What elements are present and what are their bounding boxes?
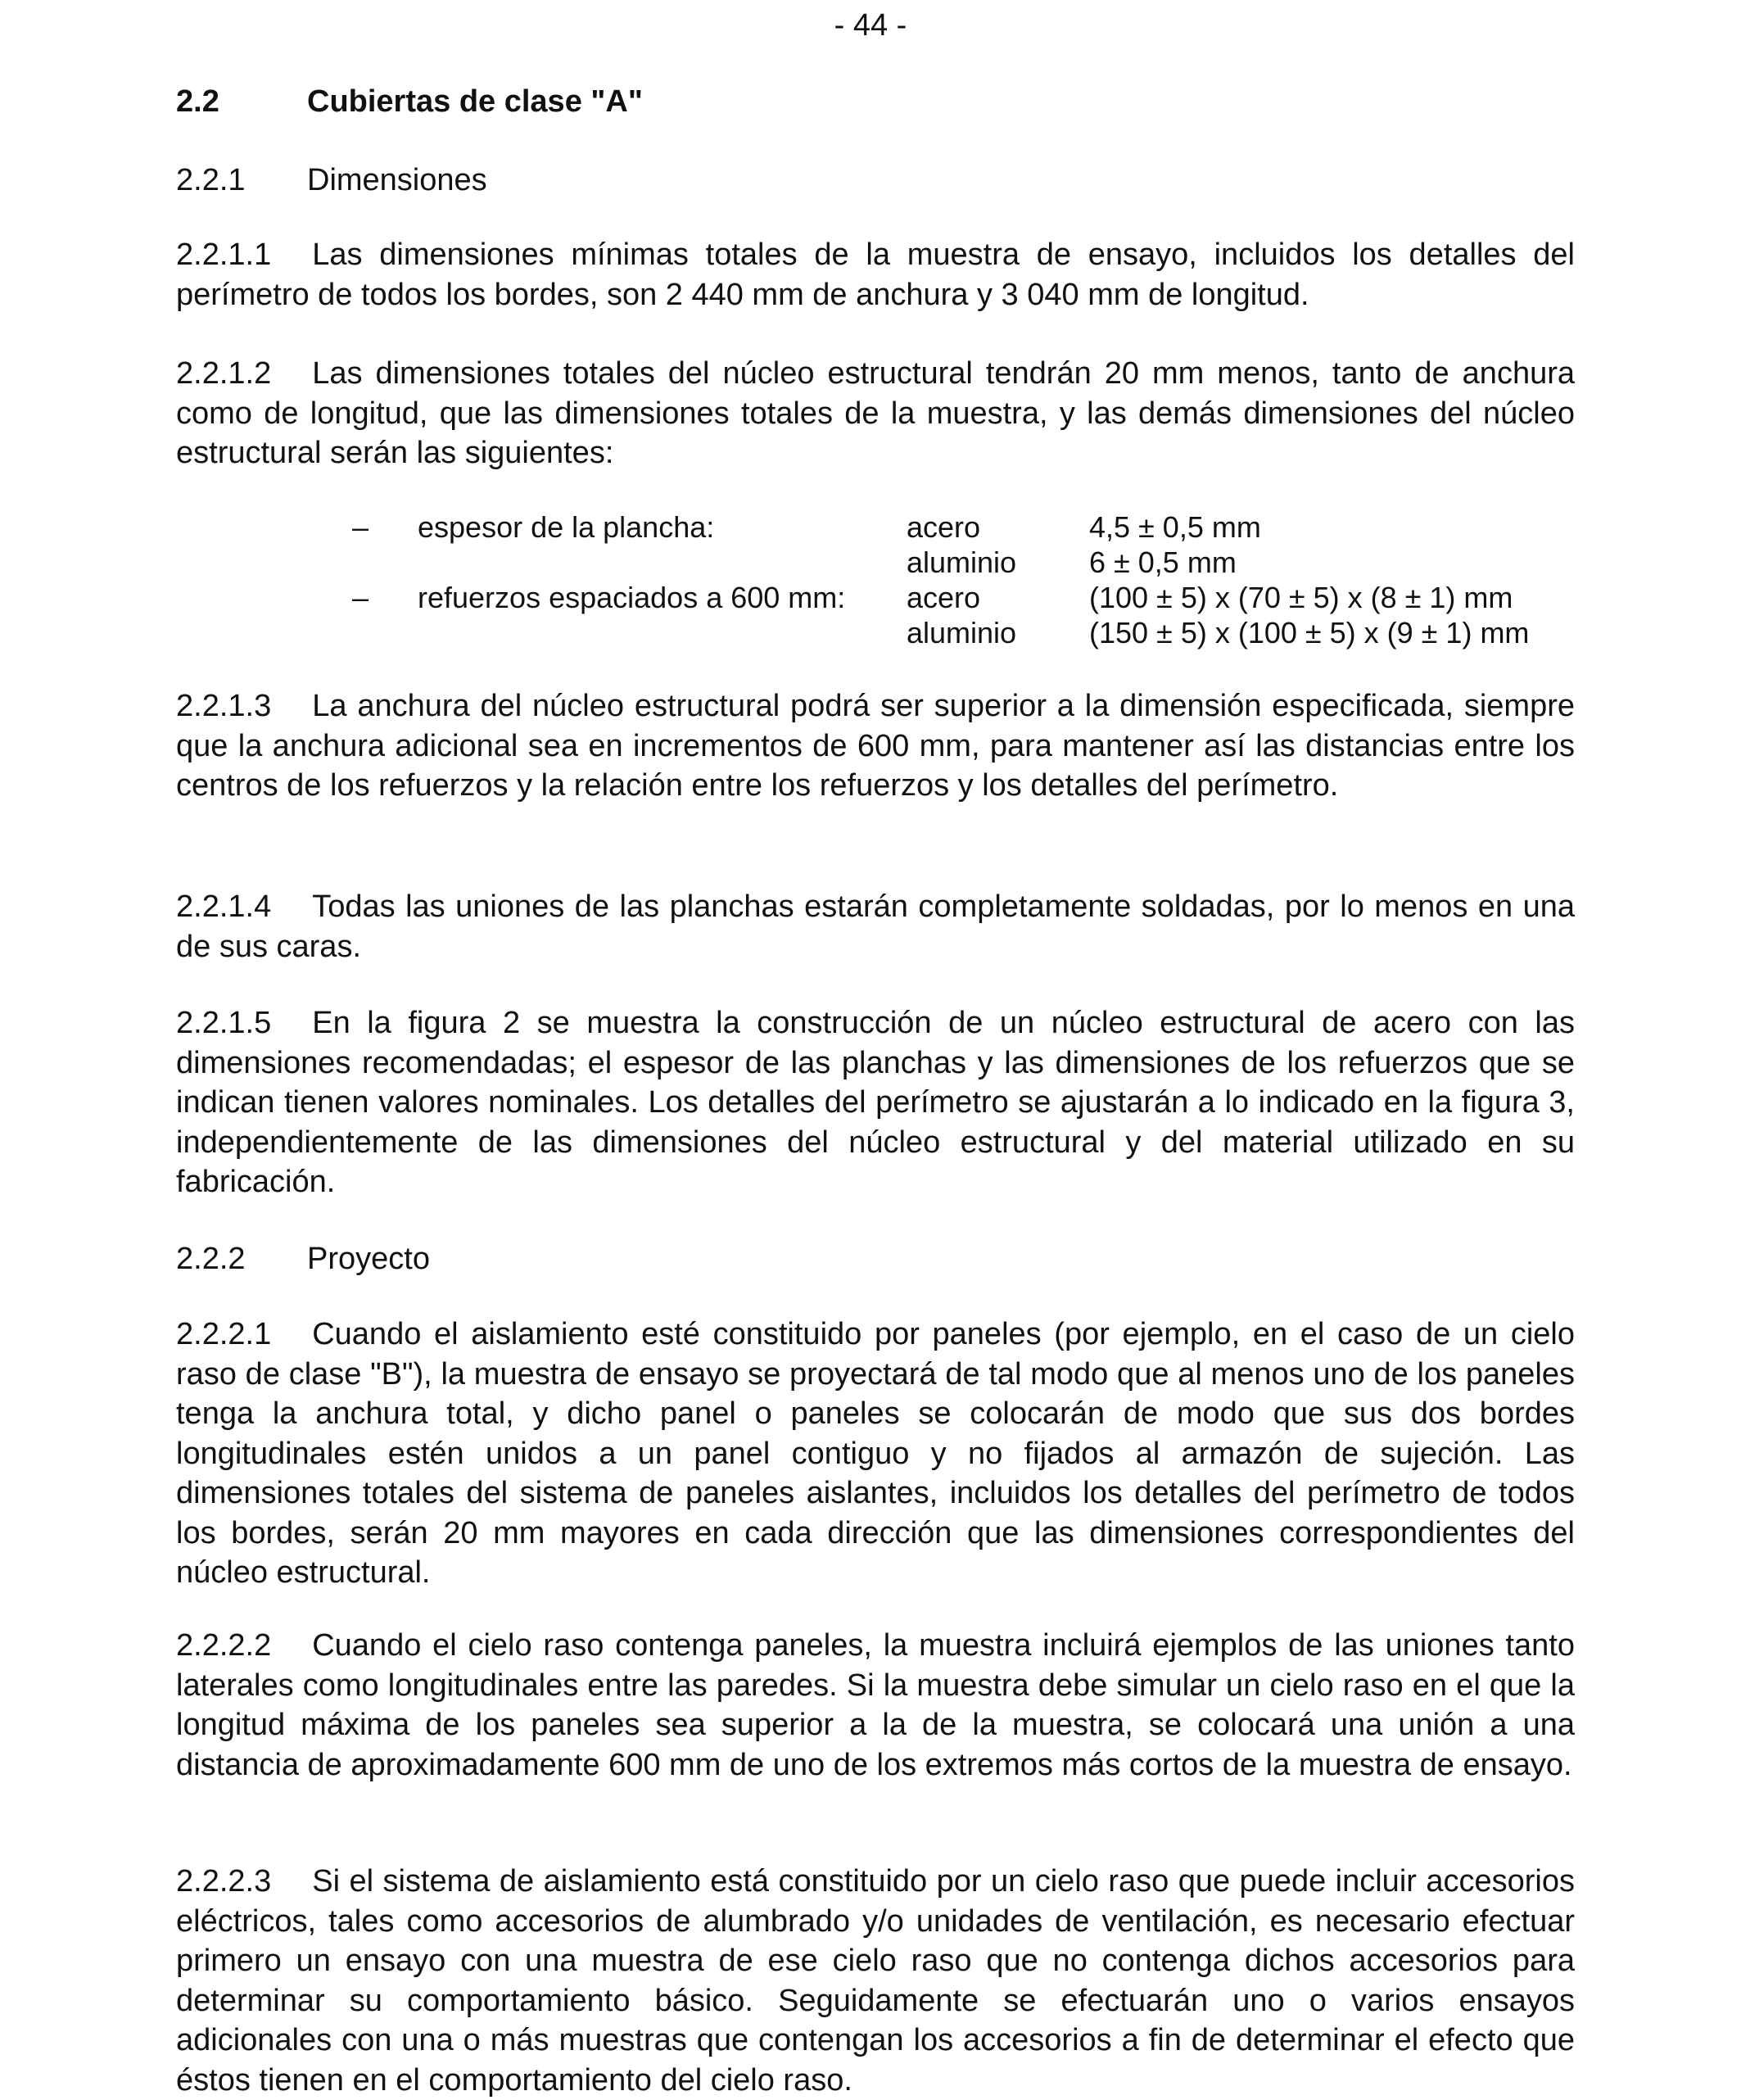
paragraph-text: Las dimensiones mínimas totales de la muestra de ensayo, incluidos los detalles del perímetro de todos los bordes, son 2 440 mm de anchura y 3 040 mm de longitud.: [176, 238, 1575, 312]
subsection-number: 2.2.1: [176, 163, 246, 197]
paragraph-number: 2.2.2.3: [176, 1864, 272, 1899]
core-dimensions-table: [352, 509, 1529, 650]
paragraph-text: Cuando el cielo raso contenga paneles, la muestra incluirá ejemplos de las uniones tanto laterales como longitudinales entre las paredes. Si la muestra debe simular un cielo raso en el que la longitud máxima de los paneles sea superior a la de la muestra, se colocará una unión a una distancia de aproximadamente 600 mm de uno de los extremos más cortos de la muestra de ensayo.: [176, 1628, 1575, 1782]
table-row: [352, 509, 1529, 545]
spec-value: (100 ± 5) x (70 ± 5) x (8 ± 1) mm: [1089, 581, 1513, 614]
paragraph-2-2-2-1: [176, 1315, 1575, 1593]
table-row: [352, 545, 1529, 580]
paragraph-2-2-2-2: [176, 1626, 1575, 1785]
paragraph-number: 2.2.2.1: [176, 1317, 272, 1351]
paragraph-text: La anchura del núcleo estructural podrá ser superior a la dimensión especificada, siempre que la anchura adicional sea en incrementos de 600 mm, para mantener así las distancias entre los centros de los refuerzos y la relación entre los refuerzos y los detalles del perímetro.: [176, 689, 1575, 803]
spec-item: [418, 615, 907, 650]
section-number: 2.2: [176, 84, 219, 119]
subsection-heading-proyecto: [176, 1239, 1575, 1279]
paragraph-text: Todas las uniones de las planchas estarán completamente soldadas, por lo menos en una de sus caras.: [176, 889, 1575, 964]
table-row: [352, 580, 1529, 615]
section-heading: [176, 82, 1575, 122]
subsection-number: 2.2.2: [176, 1242, 246, 1276]
table-row: [352, 615, 1529, 650]
subsection-title: Proyecto: [307, 1242, 430, 1276]
paragraph-number: 2.2.1.5: [176, 1006, 272, 1040]
paragraph-text: Cuando el aislamiento esté constituido por paneles (por ejemplo, en el caso de un cielo raso de clase "B"), la muestra de ensayo se proyectará de tal modo que al menos uno de los paneles tenga la anchura total, y dicho panel o paneles se colocarán de modo que sus dos bordes longitudinales estén unidos a un panel contiguo y no fijados al armazón de sujeción. Las dimensiones totales del sistema de paneles aislantes, incluidos los detalles del perímetro de todos los bordes, serán 20 mm mayores en cada dirección que las dimensiones correspondientes del núcleo estructural.: [176, 1317, 1575, 1590]
list-dash: –: [352, 510, 369, 544]
spec-material: aluminio: [907, 545, 1017, 579]
spec-item: refuerzos espaciados a 600 mm:: [418, 581, 846, 614]
spec-item: [418, 545, 907, 580]
section-title: Cubiertas de clase "A": [307, 84, 643, 119]
paragraph-2-2-1-1: [176, 235, 1575, 315]
paragraph-2-2-2-3: [176, 1862, 1575, 2100]
paragraph-number: 2.2.1.4: [176, 889, 272, 924]
spec-material: acero: [907, 581, 981, 614]
page-number: - 44 -: [834, 8, 907, 43]
paragraph-2-2-1-4: [176, 887, 1575, 966]
list-dash: [352, 615, 418, 650]
spec-value: 4,5 ± 0,5 mm: [1089, 510, 1261, 544]
paragraph-number: 2.2.2.2: [176, 1628, 272, 1663]
paragraph-2-2-1-5: [176, 1003, 1575, 1202]
spec-value: (150 ± 5) x (100 ± 5) x (9 ± 1) mm: [1089, 616, 1530, 649]
paragraph-number: 2.2.1.3: [176, 689, 272, 723]
list-dash: –: [352, 581, 369, 614]
paragraph-text: En la figura 2 se muestra la construcción de un núcleo estructural de acero con las dimensiones recomendadas; el espesor de las planchas y las dimensiones de los refuerzos que se indican tienen valores nominales. Los detalles del perímetro se ajustarán a lo indicado en la figura 3, independientemente de las dimensiones del núcleo estructural y del material utilizado en su fabricación.: [176, 1006, 1575, 1199]
paragraph-2-2-1-3: [176, 686, 1575, 806]
paragraph-2-2-1-2: [176, 354, 1575, 473]
subsection-title: Dimensiones: [307, 163, 487, 197]
spec-material: acero: [907, 510, 981, 544]
paragraph-number: 2.2.1.1: [176, 238, 272, 272]
paragraph-text: Si el sistema de aislamiento está constituido por un cielo raso que puede incluir accesorios eléctricos, tales como accesorios de alumbrado y/o unidades de ventilación, es necesario efectuar primero un ensayo con una muestra de ese cielo raso que no contenga dichos accesorios para determinar su comportamiento básico. Seguidamente se efectuarán uno o varios ensayos adicionales con una o más muestras que contengan los accesorios a fin de determinar el efecto que éstos tienen en el comportamiento del cielo raso.: [176, 1864, 1575, 2098]
spec-value: 6 ± 0,5 mm: [1089, 545, 1237, 579]
paragraph-text: Las dimensiones totales del núcleo estructural tendrán 20 mm menos, tanto de anchura como de longitud, que las dimensiones totales de la muestra, y las demás dimensiones del núcleo estructural serán las siguientes:: [176, 356, 1575, 470]
spec-material: aluminio: [907, 616, 1017, 649]
list-dash: [352, 545, 418, 580]
subsection-heading-dimensiones: [176, 161, 1575, 201]
spec-item: espesor de la plancha:: [418, 510, 715, 544]
paragraph-number: 2.2.1.2: [176, 356, 272, 391]
